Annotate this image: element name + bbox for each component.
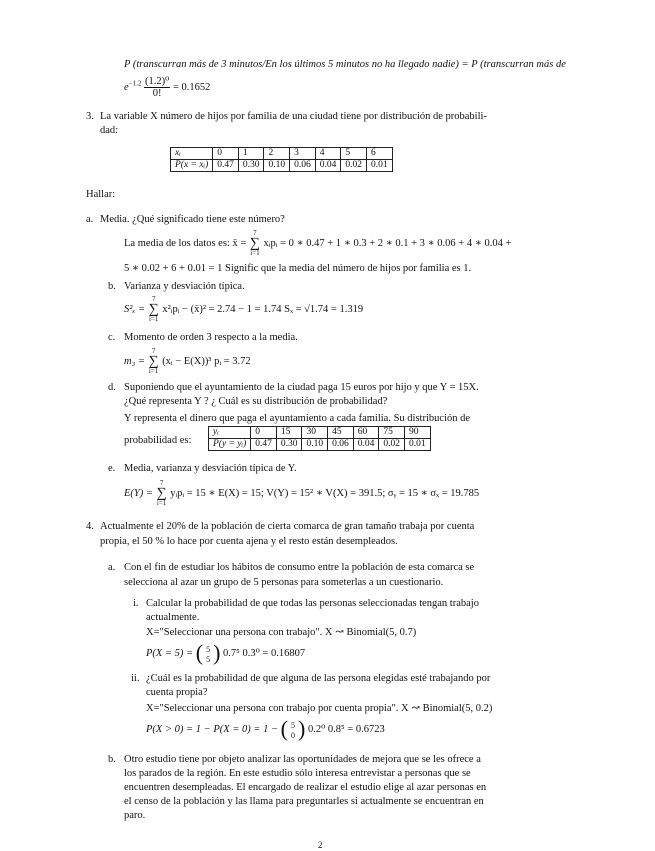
sigma-icon: ∑ xyxy=(148,302,159,317)
item-c-title: Momento de orden 3 respecto a la media. xyxy=(124,332,298,343)
p4-item-i-formula xyxy=(146,642,305,665)
exp-pow: −1.2 xyxy=(128,79,142,88)
top-result: = 0.1652 xyxy=(172,81,211,93)
p4-item-ii-label: ii. xyxy=(131,673,140,684)
sum-bottom: i=1 xyxy=(250,249,260,257)
item-e-formula-post: yᵢpᵢ = 15 ∗ E(X) = 15; V(Y) = 15² ∗ V(X) = 391.5; σᵧ = 15 ∗ σₓ = 19.785 xyxy=(170,487,480,499)
hallar-label: Hallar: xyxy=(86,189,116,200)
item-b-formula-pre: S²ₓ = xyxy=(124,303,146,315)
item-e-title: Media, varianza y desviación típica de Y. xyxy=(124,463,297,474)
distribution-table-y xyxy=(208,426,431,451)
p4-item-ii-formula xyxy=(146,718,385,741)
item-b-formula xyxy=(124,296,363,323)
table-row xyxy=(209,439,431,451)
sum-symbol xyxy=(149,348,159,375)
p4-item-b-label: b. xyxy=(108,754,116,765)
table-cell: 0.04 xyxy=(353,439,379,451)
fraction-num: (1.2)⁰ xyxy=(145,76,170,87)
table-cell: xᵢ xyxy=(171,148,213,160)
table-cell: P(x = xᵢ) xyxy=(171,160,213,172)
sigma-icon: ∑ xyxy=(148,354,159,369)
item-b-title: Varianza y desviación típica. xyxy=(124,281,245,292)
page-number: 2 xyxy=(318,840,323,850)
sigma-icon: ∑ xyxy=(249,236,260,251)
sum-symbol xyxy=(250,230,260,257)
item-e-formula xyxy=(124,480,479,507)
p4-item-b-text-4: el censo de la población y las llama para preguntarles si actualmente se encuentran en xyxy=(124,796,484,807)
p4-item-a-text-2: selecciona al azar un grupo de 5 personas para someterlas a un cuestionario. xyxy=(124,577,444,588)
problem-4-text-1: Actualmente el 20% de la población de cierta comarca de gran tamaño trabaja por cuenta xyxy=(100,521,475,532)
problem-3-text-1: La variable X número de hijos por familia de una ciudad tiene por distribución de probabili- xyxy=(100,111,487,122)
distribution-table-x xyxy=(170,147,393,172)
table-cell: P(y = yᵢ) xyxy=(209,439,251,451)
sum-top: 7 xyxy=(253,229,257,237)
item-e-formula-pre: E(Y) = xyxy=(124,487,153,499)
p4-item-ii-formula-post: 0.2⁰ 0.8⁵ = 0.6723 xyxy=(307,723,385,735)
table-cell: 0 xyxy=(251,427,277,439)
table-cell: 0.10 xyxy=(302,439,328,451)
binom-bottom: 0 xyxy=(290,730,295,740)
table-cell: 0.30 xyxy=(276,439,302,451)
problem-4-number: 4. xyxy=(86,521,94,532)
item-a-title: Media. ¿Qué significado tiene este número? xyxy=(100,214,285,225)
p4-item-i-text-2: actualmente. xyxy=(146,612,200,623)
item-a-label: a. xyxy=(86,214,94,225)
table-cell: 15 xyxy=(276,427,302,439)
table-cell: 0.30 xyxy=(238,160,264,172)
table-cell: 4 xyxy=(315,148,341,160)
p4-item-ii-text-1: ¿Cuál es la probabilidad de que alguna de las persona elegidas esté trabajando por xyxy=(146,673,491,684)
table-cell: 60 xyxy=(353,427,379,439)
item-c-formula-post: (xᵢ − E(X))³ pᵢ = 3.72 xyxy=(162,355,251,367)
table-cell: 0.01 xyxy=(404,439,430,451)
item-d-title-1: Suponiendo que el ayuntamiento de la ciudad paga 15 euros por hijo y que Y = 15X. xyxy=(124,382,479,393)
sum-bottom: i=1 xyxy=(148,367,159,375)
p4-item-b-text-5: paro. xyxy=(124,810,146,821)
table-cell: 75 xyxy=(379,427,405,439)
sum-symbol xyxy=(149,296,159,323)
table-cell: 0.04 xyxy=(315,160,341,172)
item-d-text-2: probabilidad es: xyxy=(124,435,192,446)
p4-item-i-label: i. xyxy=(133,598,139,609)
p4-item-b-text-1: Otro estudio tiene por objeto analizar las oportunidades de mejora que se les ofrece a xyxy=(124,754,481,765)
binomial-coefficient: ( 5 0 ) xyxy=(280,716,306,741)
fraction-den: 0! xyxy=(152,88,162,99)
p4-item-i-formula-pre: P(X = 5) = xyxy=(146,647,194,659)
item-c-formula-pre: m₃ = xyxy=(124,355,145,367)
item-e-label: e. xyxy=(108,463,116,474)
table-cell: 0.02 xyxy=(341,160,367,172)
p4-item-i-def: X="Seleccionar una persona con trabajo". X ↝ Binomial(5, 0.7) xyxy=(146,627,417,638)
table-cell: 90 xyxy=(404,427,430,439)
sum-symbol xyxy=(157,480,167,507)
item-a-formula-pre: La media de los datos es: x̄ = xyxy=(124,237,247,249)
p4-item-b-text-3: encuentren desempleadas. El encargado de realizar el estudio elige al azar personas en xyxy=(124,782,487,793)
item-a-formula xyxy=(124,230,511,257)
item-b-formula-post: x²ᵢpᵢ − (x̄)² = 2.74 − 1 = 1.74 Sₓ = √1.74 = 1.319 xyxy=(162,303,364,315)
p4-item-a-text-1: Con el fin de estudiar los hábitos de consumo entre la población de esta comarca se xyxy=(124,562,475,573)
table-cell: 3 xyxy=(290,148,316,160)
sum-bottom: i=1 xyxy=(149,315,159,323)
table-cell: 0.01 xyxy=(366,160,392,172)
table-cell: 0.06 xyxy=(328,439,354,451)
table-cell: 0.47 xyxy=(213,160,239,172)
item-d-title-2: ¿Qué representa Y ? ¿ Cuál es su distribución de probabilidad? xyxy=(124,396,388,407)
top-formula xyxy=(124,76,210,99)
table-cell: 0.10 xyxy=(264,160,290,172)
table-cell: 0 xyxy=(213,148,239,160)
sum-top: 7 xyxy=(151,295,156,303)
binom-bottom: 5 xyxy=(206,654,211,664)
problem-3-number: 3. xyxy=(86,111,94,122)
top-line-1: P (transcurran más de 3 minutos/En los últimos 5 minutos no ha llegado nadie) = P (transcurran más de xyxy=(124,59,566,70)
table-row xyxy=(171,160,393,172)
p4-item-ii-text-2: cuenta propia? xyxy=(146,687,208,698)
binomial-coefficient: ( 5 5 ) xyxy=(195,640,221,665)
p4-item-b-text-2: los parados de la región. En este estudio sólo interesa entrevistar a personas que se xyxy=(124,768,471,779)
table-cell: yᵢ xyxy=(209,427,251,439)
table-cell: 0.02 xyxy=(379,439,405,451)
problem-3-text-2: dad: xyxy=(100,125,119,136)
table-cell: 0.47 xyxy=(251,439,277,451)
binom-top: 5 xyxy=(290,720,295,730)
fraction xyxy=(144,76,170,99)
item-d-text-1: Y representa el dinero que paga el ayuntamiento a cada familia. Su distribución de xyxy=(124,413,470,424)
table-cell: 30 xyxy=(302,427,328,439)
item-a-formula-post: xᵢpᵢ = 0 ∗ 0.47 + 1 ∗ 0.3 + 2 ∗ 0.1 + 3 ∗ 0.06 + 4 ∗ 0.04 + xyxy=(263,237,512,249)
p4-item-a-label: a. xyxy=(108,562,116,573)
table-row xyxy=(171,148,393,160)
p4-item-ii-formula-pre: P(X > 0) = 1 − P(X = 0) = 1 − xyxy=(146,723,279,735)
p4-item-i-text-1: Calcular la probabilidad de que todas las personas seleccionadas tengan trabajo xyxy=(146,598,479,609)
item-c-label: c. xyxy=(108,332,116,343)
sigma-icon: ∑ xyxy=(156,486,167,501)
binom-top: 5 xyxy=(206,644,211,654)
item-c-formula xyxy=(124,348,251,375)
table-cell: 6 xyxy=(366,148,392,160)
table-cell: 5 xyxy=(341,148,367,160)
item-a-text-2: 5 ∗ 0.02 + 6 + 0.01 = 1 Signific que la media del número de hijos por familia es 1. xyxy=(124,263,472,274)
sum-bottom: i=1 xyxy=(156,499,167,507)
item-d-label: d. xyxy=(108,382,116,393)
item-b-label: b. xyxy=(108,281,116,292)
table-cell: 1 xyxy=(238,148,264,160)
sum-top: 7 xyxy=(151,347,156,355)
table-cell: 0.06 xyxy=(290,160,316,172)
table-cell: 2 xyxy=(264,148,290,160)
table-row xyxy=(209,427,431,439)
table-cell: 45 xyxy=(328,427,354,439)
problem-4-text-2: propia, el 50 % lo hace por cuenta ajena y el resto están desempleados. xyxy=(100,536,398,547)
p4-item-i-formula-post: 0.7⁵ 0.3⁰ = 0.16807 xyxy=(223,647,306,659)
sum-top: 7 xyxy=(159,479,164,487)
p4-item-ii-def: X="Seleccionar una persona con trabajo por cuenta propia". X ↝ Binomial(5, 0.2) xyxy=(146,703,493,714)
exp-base: e xyxy=(124,81,129,93)
